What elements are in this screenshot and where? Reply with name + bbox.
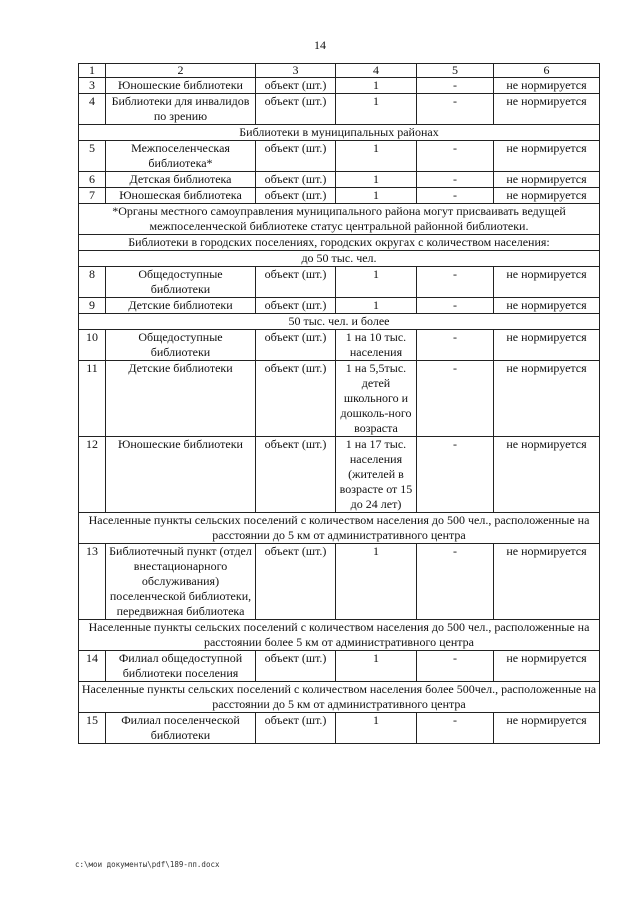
- library-type: Межпоселенческая библиотека*: [106, 141, 256, 172]
- header-cell: 2: [106, 64, 256, 78]
- table-row: [79, 713, 600, 744]
- table-row: [79, 172, 600, 188]
- norm-value: 1: [336, 651, 417, 682]
- header-cell: 4: [336, 64, 417, 78]
- norm-note: не нормируется: [494, 94, 600, 125]
- col5-value: -: [417, 651, 494, 682]
- library-type: Библиотеки для инвалидов по зрению: [106, 94, 256, 125]
- row-number: 10: [79, 330, 106, 361]
- row-number: 15: [79, 713, 106, 744]
- norm-value: 1: [336, 713, 417, 744]
- row-number: 7: [79, 188, 106, 204]
- header-cell: 5: [417, 64, 494, 78]
- row-number: 12: [79, 437, 106, 513]
- section-row: [79, 513, 600, 544]
- norm-value: 1: [336, 78, 417, 94]
- table-row: [79, 437, 600, 513]
- row-number: 13: [79, 544, 106, 620]
- norm-note: не нормируется: [494, 330, 600, 361]
- section-heading: Населенные пункты сельских поселений с количеством населения до 500 чел., расположенные на расстоянии более 5 км от административного центра: [79, 620, 600, 651]
- row-number: 11: [79, 361, 106, 437]
- header-cell: 6: [494, 64, 600, 78]
- table-row: [79, 188, 600, 204]
- norm-value: 1 на 17 тыс. населения (жителей в возрасте от 15 до 24 лет): [336, 437, 417, 513]
- row-number: 9: [79, 298, 106, 314]
- col5-value: -: [417, 94, 494, 125]
- norm-value: 1: [336, 94, 417, 125]
- norms-table: [78, 63, 600, 744]
- row-number: 6: [79, 172, 106, 188]
- section-row: [79, 235, 600, 251]
- norm-value: 1: [336, 188, 417, 204]
- norm-note: не нормируется: [494, 361, 600, 437]
- col5-value: -: [417, 141, 494, 172]
- norm-note: не нормируется: [494, 298, 600, 314]
- row-number: 14: [79, 651, 106, 682]
- unit-cell: объект (шт.): [256, 298, 336, 314]
- unit-cell: объект (шт.): [256, 651, 336, 682]
- unit-cell: объект (шт.): [256, 172, 336, 188]
- library-type: Юношеские библиотеки: [106, 437, 256, 513]
- section-row: [79, 620, 600, 651]
- header-cell: 1: [79, 64, 106, 78]
- norm-note: не нормируется: [494, 544, 600, 620]
- col5-value: -: [417, 298, 494, 314]
- table-row: [79, 361, 600, 437]
- unit-cell: объект (шт.): [256, 188, 336, 204]
- col5-value: -: [417, 188, 494, 204]
- row-number: 8: [79, 267, 106, 298]
- table-row: [79, 298, 600, 314]
- table-row: [79, 94, 600, 125]
- table-row: [79, 651, 600, 682]
- norm-note: не нормируется: [494, 437, 600, 513]
- norm-note: не нормируется: [494, 651, 600, 682]
- section-heading: Библиотеки в муниципальных районах: [79, 125, 600, 141]
- norm-note: не нормируется: [494, 78, 600, 94]
- unit-cell: объект (шт.): [256, 437, 336, 513]
- norm-value: 1: [336, 172, 417, 188]
- unit-cell: объект (шт.): [256, 78, 336, 94]
- norm-note: не нормируется: [494, 267, 600, 298]
- library-type: Юношеские библиотеки: [106, 78, 256, 94]
- col5-value: -: [417, 437, 494, 513]
- norm-value: 1: [336, 298, 417, 314]
- norm-value: 1 на 10 тыс. населения: [336, 330, 417, 361]
- col5-value: -: [417, 713, 494, 744]
- library-type: Детские библиотеки: [106, 361, 256, 437]
- section-row: [79, 125, 600, 141]
- section-heading: Библиотеки в городских поселениях, городских округах с количеством населения:: [79, 235, 600, 251]
- norm-note: не нормируется: [494, 172, 600, 188]
- col5-value: -: [417, 172, 494, 188]
- col5-value: -: [417, 78, 494, 94]
- norm-value: 1: [336, 544, 417, 620]
- library-type: Филиал поселенческой библиотеки: [106, 713, 256, 744]
- library-type: Детская библиотека: [106, 172, 256, 188]
- unit-cell: объект (шт.): [256, 330, 336, 361]
- table-row: [79, 141, 600, 172]
- norm-value: 1 на 5,5тыс. детей школьного и дошколь-ного возраста: [336, 361, 417, 437]
- library-type: Детские библиотеки: [106, 298, 256, 314]
- unit-cell: объект (шт.): [256, 544, 336, 620]
- col5-value: -: [417, 544, 494, 620]
- col5-value: -: [417, 267, 494, 298]
- section-row: [79, 314, 600, 330]
- library-type: Библиотечный пункт (отдел внестационарного обслуживания) поселенческой библиотеки, передвижная библиотека: [106, 544, 256, 620]
- table-row: [79, 78, 600, 94]
- library-type: Филиал общедоступной библиотеки поселения: [106, 651, 256, 682]
- page-number: 14: [314, 38, 326, 52]
- section-row: [79, 204, 600, 235]
- norm-value: 1: [336, 141, 417, 172]
- section-row: [79, 251, 600, 267]
- row-number: 4: [79, 94, 106, 125]
- norm-note: не нормируется: [494, 713, 600, 744]
- table-row: [79, 330, 600, 361]
- unit-cell: объект (шт.): [256, 713, 336, 744]
- row-number: 5: [79, 141, 106, 172]
- file-path-footer: c:\мои документы\pdf\189-пп.docx: [75, 860, 220, 869]
- table-row: [79, 544, 600, 620]
- unit-cell: объект (шт.): [256, 94, 336, 125]
- col5-value: -: [417, 330, 494, 361]
- library-type: Общедоступные библиотеки: [106, 267, 256, 298]
- library-type: Общедоступные библиотеки: [106, 330, 256, 361]
- section-heading: Населенные пункты сельских поселений с количеством населения более 500чел., расположенные на расстоянии до 5 км от административного центра: [79, 682, 600, 713]
- unit-cell: объект (шт.): [256, 141, 336, 172]
- table-row: [79, 267, 600, 298]
- section-heading: *Органы местного самоуправления муниципального района могут присваивать ведущей межпоселенческой библиотеке статус центральной районной библиотеки.: [79, 204, 600, 235]
- norm-value: 1: [336, 267, 417, 298]
- col5-value: -: [417, 361, 494, 437]
- unit-cell: объект (шт.): [256, 361, 336, 437]
- section-heading: 50 тыс. чел. и более: [79, 314, 600, 330]
- section-row: [79, 682, 600, 713]
- norm-note: не нормируется: [494, 188, 600, 204]
- library-type: Юношеская библиотека: [106, 188, 256, 204]
- row-number: 3: [79, 78, 106, 94]
- unit-cell: объект (шт.): [256, 267, 336, 298]
- header-row: [79, 64, 600, 78]
- header-cell: 3: [256, 64, 336, 78]
- section-heading: до 50 тыс. чел.: [79, 251, 600, 267]
- norm-note: не нормируется: [494, 141, 600, 172]
- section-heading: Населенные пункты сельских поселений с количеством населения до 500 чел., расположенные на расстоянии до 5 км от административного центра: [79, 513, 600, 544]
